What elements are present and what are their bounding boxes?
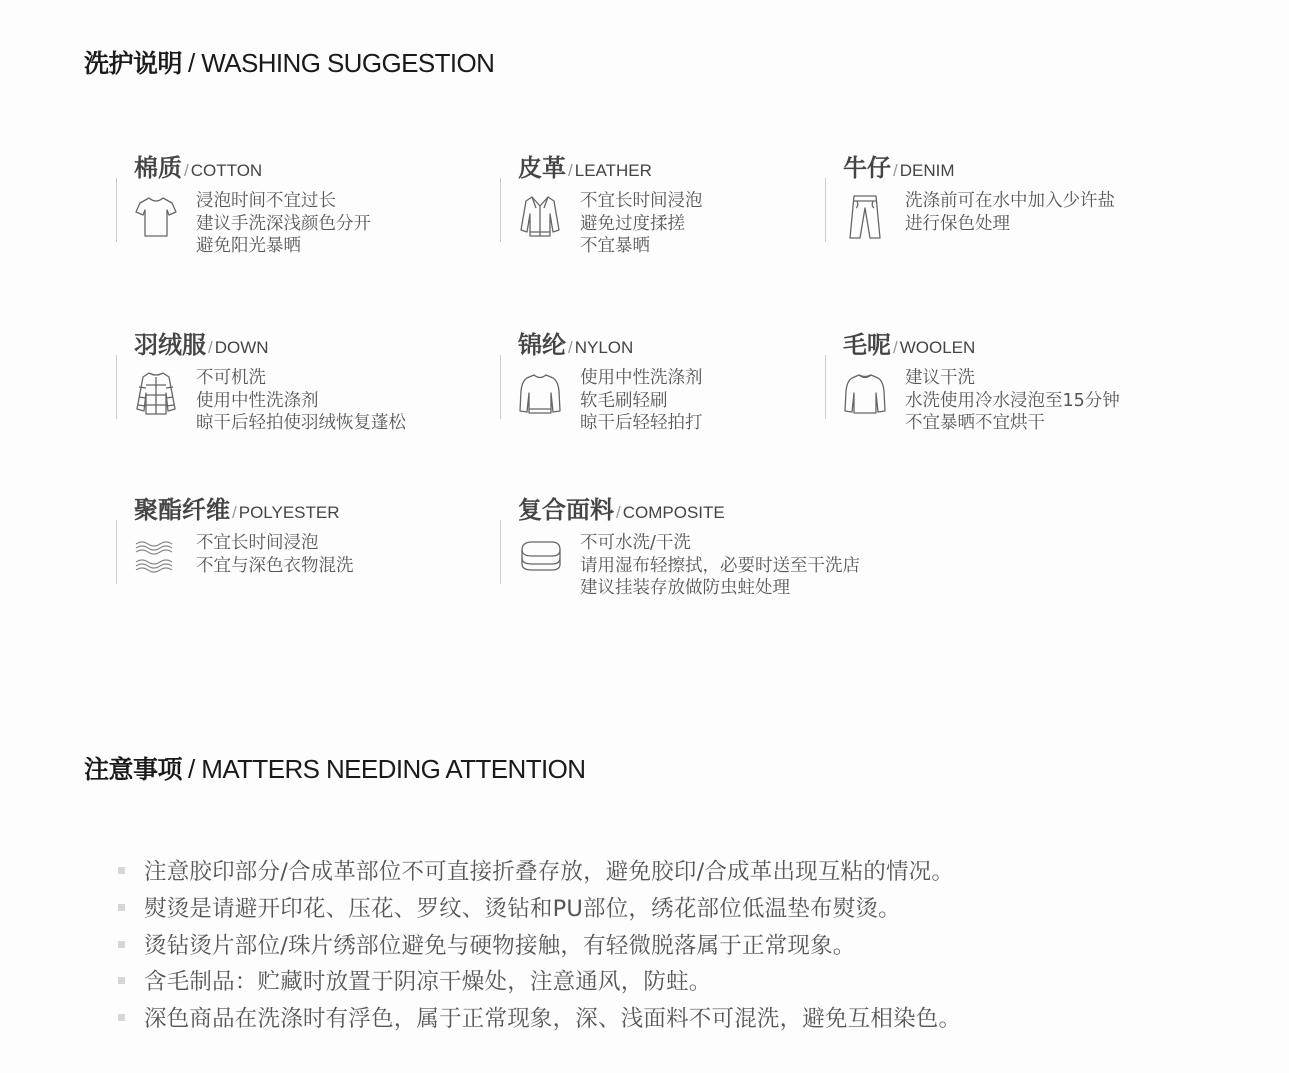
washing-title-cn: 洗护说明: [84, 49, 183, 78]
fabric-line: 不宜暴晒不宜烘干: [905, 413, 1045, 433]
bullet-icon: [118, 867, 125, 874]
fabric-line: 不宜暴晒: [580, 236, 650, 256]
bullet-icon: [118, 941, 125, 948]
fabric-line: 建议干洗: [905, 368, 975, 388]
divider: [116, 355, 117, 419]
fabric-name-en: / LEATHER: [568, 161, 652, 180]
fabric-name-en: / DOWN: [208, 338, 269, 357]
attention-title-en: / MATTERS NEEDING ATTENTION: [188, 754, 586, 784]
fabric-line: 不宜与深色衣物混洗: [196, 555, 354, 576]
note-text: 深色商品在洗涤时有浮色，属于正常现象，深、浅面料不可混洗，避免互相染色。: [144, 1006, 962, 1033]
attention-title-cn: 注意事项: [84, 755, 183, 784]
fabric-line: 不可水洗/干洗: [580, 533, 691, 553]
fabric-line: 请用湿布轻擦拭，必要时送至干洗店: [580, 555, 860, 576]
fabric-cotton: [116, 148, 476, 268]
fabric-nylon: [500, 325, 860, 445]
fabric-line: 软毛刷轻刷: [580, 390, 668, 411]
note-text: 注意胶印部分/合成革部位不可直接折叠存放，避免胶印/合成革出现互粘的情况。: [144, 859, 955, 885]
divider: [116, 520, 117, 584]
fabric-line: 进行保色处理: [905, 213, 1010, 234]
fabric-line: 不宜长时间浸泡: [580, 191, 703, 211]
leather-jacket-icon: [518, 192, 562, 240]
fabric-name-en: / COMPOSITE: [616, 503, 725, 522]
fabric-line: 使用中性洗涤剂: [196, 390, 319, 411]
sweater-icon: [843, 369, 887, 417]
fabric-line: 水洗使用冷水浸泡至15分钟: [905, 390, 1120, 411]
fabric-line: 洗涤前可在水中加入少许盐: [905, 191, 1115, 211]
fiber-waves-icon: [134, 534, 178, 582]
washing-title-en: / WASHING SUGGESTION: [188, 48, 495, 78]
fabric-name-cn: 皮革: [518, 154, 566, 182]
fabric-name-cn: 棉质: [134, 154, 182, 182]
fabric-name-cn: 复合面料: [518, 496, 614, 524]
note-text: 熨烫是请避开印花、压花、罗纹、烫钻和PU部位，绣花部位低温垫布熨烫。: [144, 895, 901, 922]
tshirt-icon: [134, 192, 178, 240]
down-jacket-icon: [134, 369, 178, 417]
fabric-line: 浸泡时间不宜过长: [196, 191, 336, 211]
note-text: 烫钻烫片部位/珠片绣部位避免与硬物接触，有轻微脱落属于正常现象。: [144, 932, 856, 959]
divider: [116, 178, 117, 242]
fabric-name-en: / POLYESTER: [232, 503, 340, 522]
folded-fabric-icon: [518, 534, 562, 582]
fabric-line: 使用中性洗涤剂: [580, 368, 703, 388]
note-text: 含毛制品：贮藏时放置于阴凉干燥处，注意通风，防蛀。: [144, 969, 712, 996]
divider: [500, 178, 501, 242]
attention-section-title: [84, 750, 585, 786]
fabric-line: 晾干后轻拍使羽绒恢复蓬松: [196, 413, 406, 433]
fabric-name-cn: 毛呢: [843, 331, 891, 359]
divider: [500, 520, 501, 584]
fabric-line: 避免阳光暴晒: [196, 236, 301, 256]
fabric-composite: [500, 490, 980, 610]
fabric-line: 建议手洗深浅颜色分开: [196, 213, 371, 234]
jeans-icon: [843, 192, 887, 240]
fabric-line: 建议挂装存放做防虫蛀处理: [580, 578, 790, 598]
bullet-icon: [118, 1014, 125, 1021]
fabric-name-en: / WOOLEN: [893, 338, 975, 357]
fabric-denim: [825, 148, 1185, 268]
divider: [825, 178, 826, 242]
sweatshirt-icon: [518, 369, 562, 417]
fabric-name-cn: 锦纶: [518, 331, 566, 359]
fabric-leather: [500, 148, 860, 268]
fabric-name-cn: 牛仔: [843, 154, 891, 182]
fabric-line: 避免过度揉搓: [580, 213, 685, 234]
washing-section-title: [84, 44, 494, 80]
divider: [500, 355, 501, 419]
fabric-down: [116, 325, 476, 445]
fabric-name-cn: 羽绒服: [134, 331, 206, 359]
fabric-name-en: / NYLON: [568, 338, 633, 357]
bullet-icon: [118, 977, 125, 984]
fabric-name-en: / COTTON: [184, 161, 262, 180]
divider: [825, 355, 826, 419]
fabric-line: 不宜长时间浸泡: [196, 533, 319, 553]
fabric-line: 晾干后轻轻拍打: [580, 413, 703, 433]
fabric-line: 不可机洗: [196, 368, 266, 388]
fabric-woolen: [825, 325, 1185, 445]
bullet-icon: [118, 904, 125, 911]
fabric-polyester: [116, 490, 476, 610]
fabric-name-en: / DENIM: [893, 161, 955, 180]
fabric-name-cn: 聚酯纤维: [134, 496, 230, 524]
